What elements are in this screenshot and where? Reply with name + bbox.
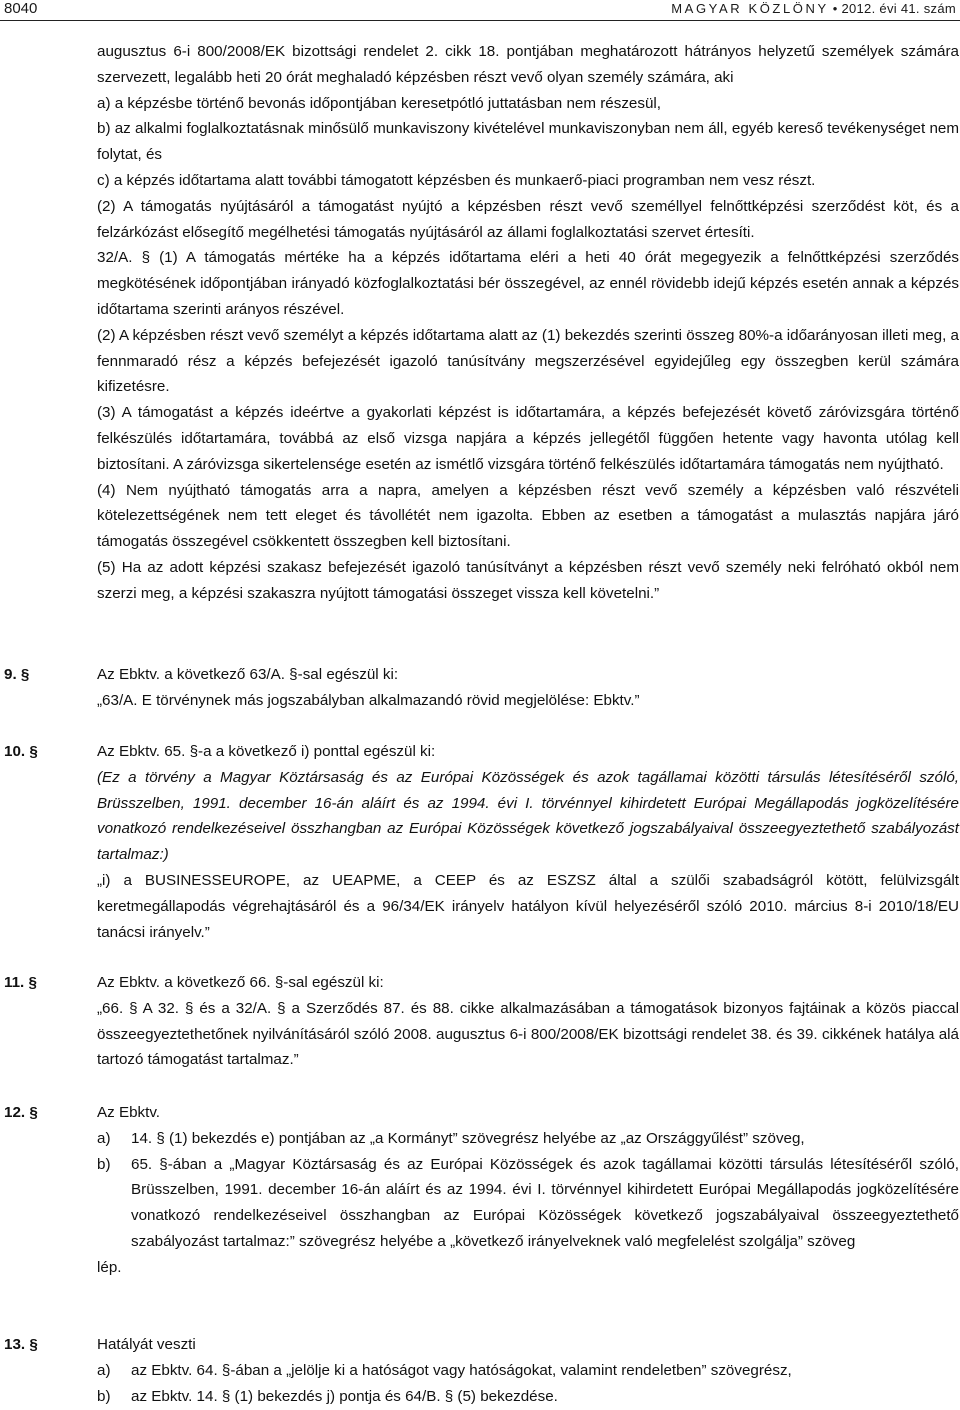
intro-section bbox=[97, 39, 959, 607]
issue-number: 2012. évi 41. szám bbox=[841, 1, 956, 16]
paragraph: (2) A képzésben részt vevő személyt a képzés időtartama alatt az (1) bekezdés szerinti összeg 80%-a időarányosan illeti meg, a fennmaradó rész a képzés befejezését igazoló tanúsítvány megszerzésével egyidejűleg egy összegben kerül számára kifizetésre. bbox=[97, 326, 959, 396]
list-text: 14. § (1) bekezdés e) pontjában az „a Kormányt” szövegrész helyébe az „az Országgyűlést” szöveg, bbox=[131, 1129, 805, 1147]
list-text: az Ebktv. 64. §-ában a „jelölje ki a hatóságot vagy hatóságokat, valamint rendeletben” szövegrész, bbox=[131, 1361, 792, 1379]
list-label: a) bbox=[97, 1361, 111, 1379]
page-header bbox=[0, 0, 960, 22]
paragraph: Az Ebktv. 65. §-a a következő i) ponttal egészül ki: bbox=[97, 743, 436, 760]
section-number: 10. § bbox=[4, 743, 38, 760]
list-label: b) bbox=[97, 1155, 111, 1173]
journal-name: MAGYAR KÖZLÖNY bbox=[671, 1, 829, 16]
paragraph: (2) A támogatás nyújtásáról a támogatást nyújtó a képzésben részt vevő személlyel felnőttképzési szerződést köt, és a felzárkózást elősegítő megélhetési támogatás nyújtásáról az állami foglalkoztatási szervet értesíti. bbox=[97, 197, 959, 241]
paragraph: (5) Ha az adott képzési szakasz befejezését igazoló tanúsítványt a képzésben részt vevő személy neki felróható okból nem szerzi meg, a képzési szakaszra nyújtott támogatási összeget vissza kell követelni.” bbox=[97, 558, 959, 602]
paragraph: 32/A. § (1) A támogatás mértéke ha a képzés időtartama eléri a heti 40 órát megegyezik a felnőttképzési szerződés megkötésének időpontjában irányadó közfoglalkoztatási bér összegével, az ennél rövidebb idejű képzés esetén annak a képzés időtartama szerinti arányos részével. bbox=[97, 249, 959, 318]
paragraph: lép. bbox=[97, 1258, 122, 1276]
header-bullet: • bbox=[832, 1, 838, 16]
paragraph: (4) Nem nyújtható támogatás arra a napra, amelyen a képzésben részt vevő személy a képzésben való részvételi kötelezettségének nem tett eleget és távollétét nem igazolta. Ebben az esetben a támogatást a mulasztás napjára járó támogatás összegével csökkentett összegben kell biztosítani. bbox=[97, 481, 959, 551]
list-label: b) bbox=[97, 1387, 111, 1405]
section-number: 9. § bbox=[4, 666, 30, 683]
paragraph: Az Ebktv. bbox=[97, 1104, 161, 1121]
list-label: a) bbox=[97, 1129, 111, 1147]
paragraph: a) a képzésbe történő bevonás időpontjában keresetpótló juttatásban nem részesül, bbox=[97, 94, 661, 112]
paragraph: c) a képzés időtartama alatt további támogatott képzésben és munkaerő-piaci programban nem vesz részt. bbox=[97, 171, 816, 189]
paragraph: augusztus 6-i 800/2008/EK bizottsági rendelet 2. cikk 18. pontjában meghatározott hátrányos helyzetű személyek számára szervezett, legalább heti 20 órát meghaladó képzésben részt vevő olyan személy számára, aki bbox=[97, 43, 959, 86]
list-item bbox=[97, 1384, 959, 1410]
list-text: 65. §-ában a „Magyar Köztársaság és az Európai Közösségek és azok tagállamai közötti társulás létesítéséről szóló, Brüsszelben, 1991. december 16-án aláírt és az 1994. évi I. törvénnyel kihirdetett Európai Megállapodás jogközelítésére vonatkozó rendelkezéseivel összhangban az Európai Közösségek következő jogszabályaival összeegyeztethető szabályozást tartalmaz:” szövegrész helyébe a „következő irányelveknek való megfelelést szolgálja” szöveg bbox=[131, 1155, 959, 1250]
paragraph: Hatályát veszti bbox=[97, 1336, 196, 1353]
paragraph: Az Ebktv. a következő 63/A. §-sal egészül ki: bbox=[97, 666, 399, 683]
list-item bbox=[97, 1152, 959, 1255]
paragraph: „66. § A 32. § és a 32/A. § a Szerződés 87. és 88. cikke alkalmazásában a támogatások bizonyos fajtáinak a közös piaccal összeegyeztethetőnek nyilvánításáról szóló 2008. augusztus 6-i 800/2008/EK bizottsági rendelet 38. és 39. cikkének hatálya alá tartozó támogatást tartalmaz.” bbox=[97, 999, 959, 1069]
list-item bbox=[97, 1126, 959, 1152]
list-item bbox=[97, 1358, 959, 1384]
list-text: az Ebktv. 14. § (1) bekezdés j) pontja és 64/B. § (5) bekezdése. bbox=[131, 1387, 558, 1405]
section-number: 12. § bbox=[4, 1104, 38, 1121]
section-number: 11. § bbox=[4, 974, 37, 991]
page-number: 8040 bbox=[4, 0, 38, 17]
paragraph: (3) A támogatást a képzés ideértve a gyakorlati képzést is időtartamára, a képzés befejezését követő záróvizsgára történő felkészülés időtartamára, továbbá az első vizsga napjára a képzés jellegétől függően hetente vagy havonta utólag kell biztosítani. A záróvizsga sikertelensége esetén az ismétlő vizsgára történő felkészülés időtartamára támogatás nem nyújtható. bbox=[97, 404, 959, 473]
header-rule bbox=[0, 20, 960, 21]
italic-paragraph: (Ez a törvény a Magyar Köztársaság és az Európai Közösségek és azok tagállamai közötti társulás létesítéséről szóló, Brüsszelben, 1991. december 16-án aláírt és az 1994. évi I. törvénnyel kihirdetett Európai Megállapodás jogközelítésére vonatkozó rendelkezéseivel összhangban az Európai Közösségek következő jogszabályaival összeegyeztethető szabályozást tartalmaz:) bbox=[97, 768, 959, 864]
paragraph: „i) a BUSINESSEUROPE, az UEAPME, a CEEP és az ESZSZ által a szülői szabadságról kötött, felülvizsgált keretmegállapodás végrehajtásáról és a 96/34/EK irányelv hatályon kívül helyezéséről szóló 2010. március 8-i 2010/18/EU tanácsi irányelv.” bbox=[97, 871, 959, 941]
running-title bbox=[671, 1, 956, 16]
paragraph: „63/A. E törvénynek más jogszabályban alkalmazandó rövid megjelölése: Ebktv.” bbox=[97, 691, 640, 709]
section-number: 13. § bbox=[4, 1336, 38, 1353]
paragraph: Az Ebktv. a következő 66. §-sal egészül ki: bbox=[97, 974, 384, 991]
paragraph: b) az alkalmi foglalkoztatásnak minősülő munkaviszony kivételével munkaviszonyban nem áll, egyéb kereső tevékenységet nem folytat, és bbox=[97, 120, 959, 164]
